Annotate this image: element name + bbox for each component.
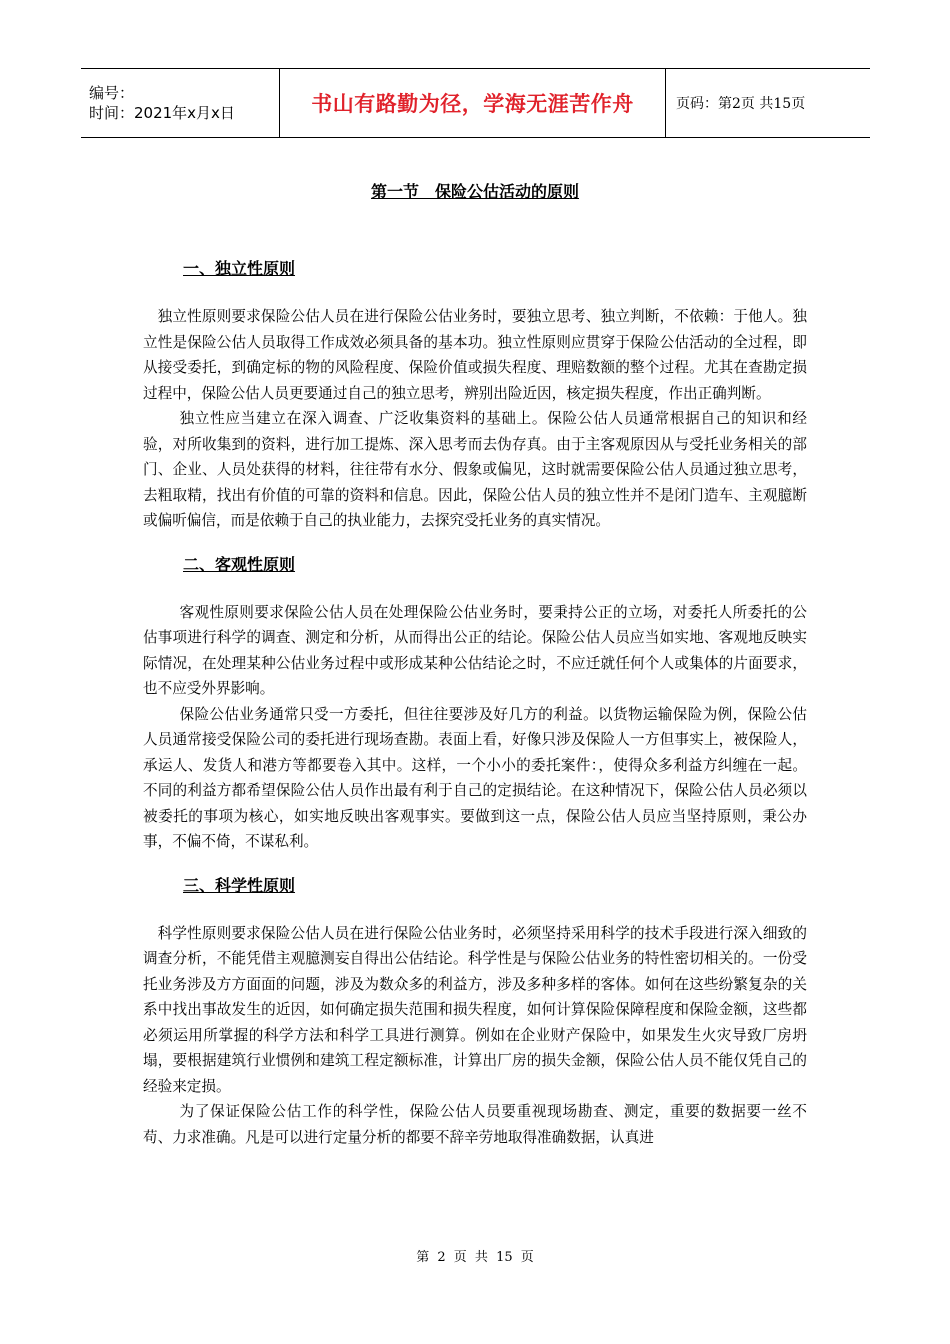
paragraph: 为了保证保险公估工作的科学性，保险公估人员要重视现场勘查、测定，重要的数据要一丝不苟、力求准确。凡是可以进行定量分析的都要不辞辛劳地取得准确数据，认真进 [143,1103,807,1146]
paragraph: 独立性应当建立在深入调查、广泛收集资料的基础上。保险公估人员通常根据自己的知识和经验，对所收集到的资料，进行加工提炼、深入思考而去伪存真。由于主客观原因从与受托业务相关的部门、企业、人员处获得的材料，往往带有水分、假象或偏见，这时就需要保险公估人员通过独立思考，去粗取精，找出有价值的可靠的资料和信息。因此，保险公估人员的独立性并不是闭门造车、主观臆断或偏听偏信，而是依赖于自己的执业能力，去探究受托业务的真实情况。 [143,410,807,529]
footer-suffix: 页 [520,1250,534,1265]
section-heading: 二、客观性原则 [183,554,296,574]
page-current: 2 [732,96,741,112]
page-label-suffix: 页 [791,96,806,112]
section-heading: 一、独立性原则 [183,259,296,278]
header-page-info [666,69,870,137]
section-heading: 三、科学性原则 [183,875,296,895]
header-meta [81,69,280,137]
footer-page-total: 15 [496,1250,513,1265]
paragraph: 独立性原则要求保险公估人员在进行保险公估业务时，要独立思考、独立判断，不依赖：于他人。独立性是保险公估人员取得工作成效必须具备的基本功。独立性原则应贯穿于保险公估活动的全过程，即从接受委托，到确定标的物的风险程度、保险价值或损失程度、理赔数额的整个过程。尤其在查勘定损过程中，保险公估人员更要通过自己的独立思考，辨别出险近因，核定损失程度，作出正确判断。 [143,308,807,402]
page-total: 15 [773,96,792,112]
paragraph: 客观性原则要求保险公估人员在处理保险公估业务时，要秉持公正的立场，对委托人所委托的公估事项进行科学的调查、测定和分析，从而得出公正的结论。保险公估人员应当如实地、客观地反映实际情况，在处理某种公估业务过程中或形成某种公估结论之时，不应迁就任何个人或集体的片面要求，也不应受外界影响。 [143,603,807,697]
document-body [143,180,807,1168]
document-date: 时间：2021年x月x日 [89,104,235,122]
page-header [81,68,870,138]
paragraph: 保险公估业务通常只受一方委托，但往往要涉及好几方的利益。以货物运输保险为例，保险公估人员通常接受保险公司的委托进行现场查勘。表面上看，好像只涉及保险人一方但事实上，被保险人，承运人、发货人和港方等都要卷入其中。这样，一个小小的委托案件：，使得众多利益方纠缠在一起。不同的利益方都希望保险公估人员作出最有利于自己的定损结论。在这种情况下，保险公估人员必须以被委托的事项为核心，如实地反映出客观事实。要做到这一点，保险公估人员应当坚持原则，秉公办事，不偏不倚，不谋私利。 [143,705,807,850]
section-independence [143,256,807,534]
page-label-prefix: 页码：第 [676,96,732,112]
page-footer [0,1246,950,1265]
footer-mid: 页 共 [453,1250,488,1265]
paragraph: 科学性原则要求保险公估人员在进行保险公估业务时，必须坚持采用科学的技术手段进行深入细致的调查分析，不能凭借主观臆测妄自得出公估结论。科学性是与保险公估业务的特性密切相关的。一份受托业务涉及方方面面的问题，涉及为数众多的利益方，涉及多种多样的客体。如何在这些纷繁复杂的关系中找出事故发生的近因，如何确定损失范围和损失程度，如何计算保险保障程度和保险金额，这些都必须运用所掌握的科学方法和科学工具进行测算。例如在企业财产保险中，如果发生火灾导致厂房坍塌，要根据建筑行业惯例和建筑工程定额标准，计算出厂房的损失金额，保险公估人员不能仅凭自己的经验来定损。 [143,924,807,1095]
footer-page-current: 2 [437,1250,446,1265]
section-objectivity [143,552,807,855]
motto-text: 书山有路勤为径，学海无涯苦作舟 [311,92,634,116]
section-title: 第一节 保险公估活动的原则 [370,182,579,201]
page-indicator [676,93,870,113]
section-scientific [143,873,807,1151]
page-label-mid: 页 共 [740,96,774,112]
footer-prefix: 第 [416,1250,430,1265]
header-motto [280,69,666,137]
document-number-label: 编号： [89,84,135,102]
